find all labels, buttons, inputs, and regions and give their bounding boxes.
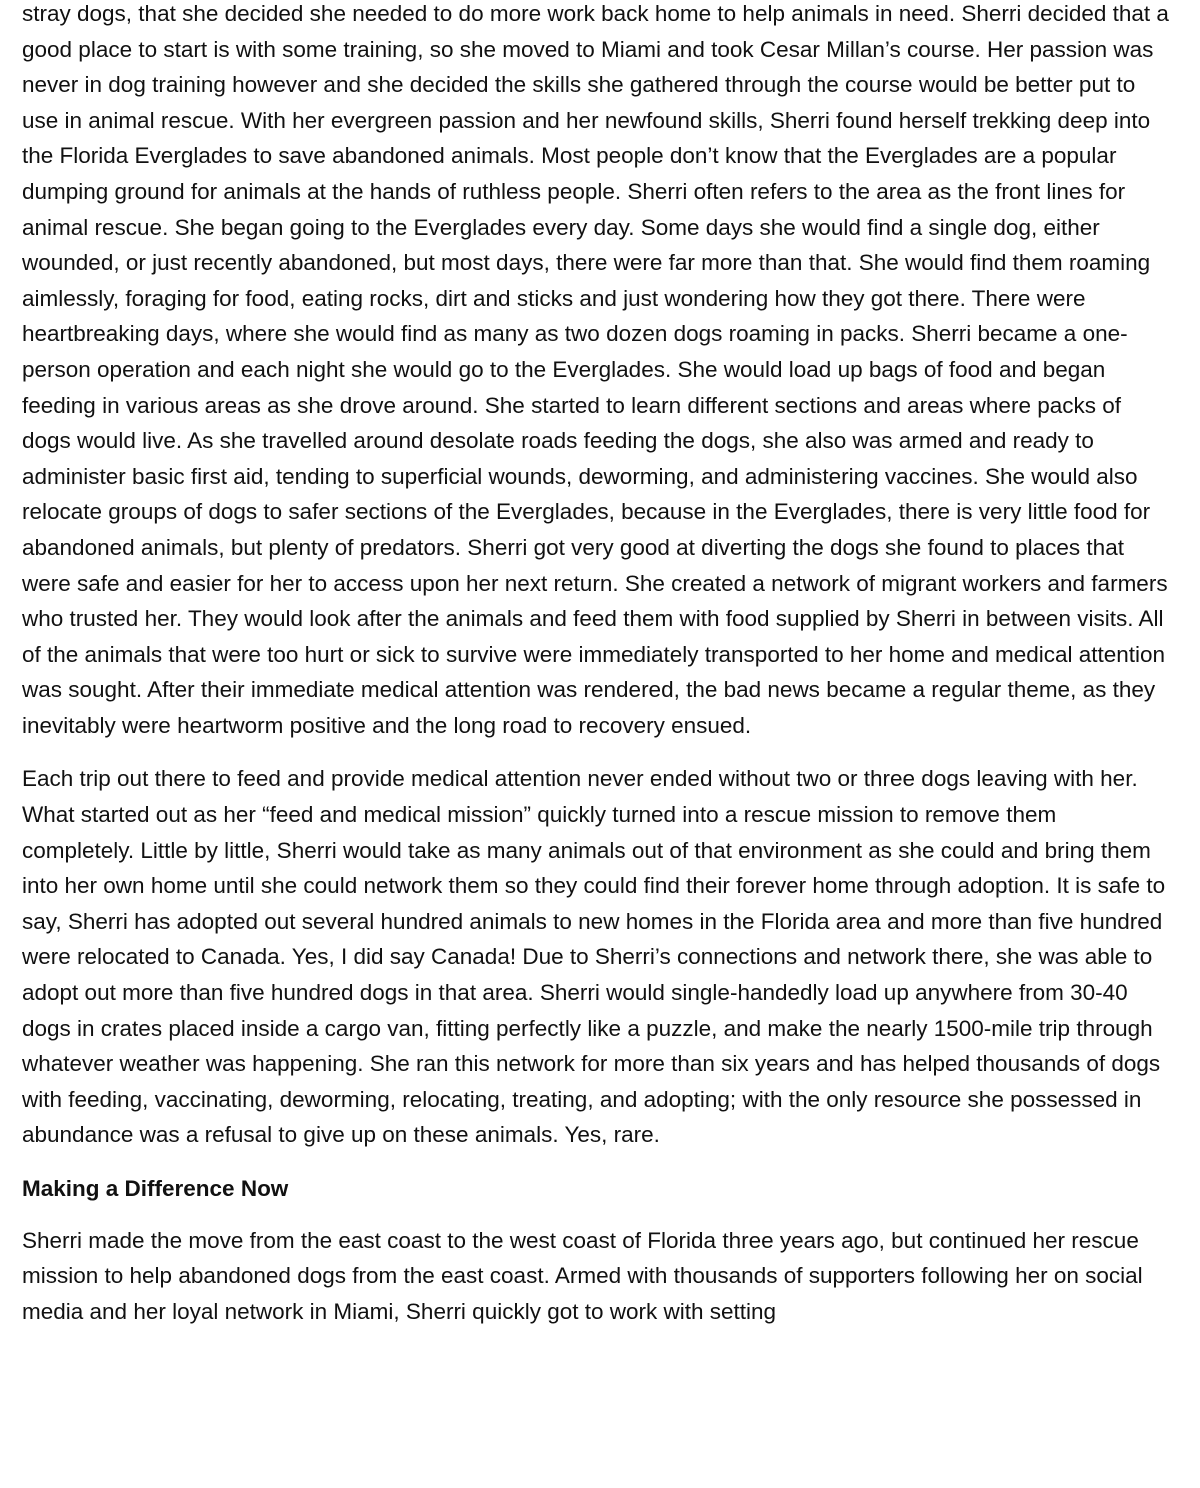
body-paragraph-west-coast: Sherri made the move from the east coast to the west coast of Florida three years ago, but continued her rescue mission to help abandoned dogs from the east coast. Armed with thousands of supporters following her on social media and her loyal network in Miami, Sherri quickly got to work with setting xyxy=(22,1227,1143,1324)
body-paragraph-everglades: stray dogs, that she decided she needed to do more work back home to help animals in need. Sherri decided that a good place to start is with some training, so she moved to Miami and took Cesar Millan’s course. Her passion was never in dog training however and she decided the skills she gathered through the course would be better put to use in animal rescue. With her evergreen passion and her newfound skills, Sherri found herself trekking deep into the Florida Everglades to save abandoned animals. Most people don’t know that the Everglades are a popular dumping ground for animals at the hands of ruthless people. Sherri often refers to the area as the front lines for animal rescue. She began going to the Everglades every day. Some days she would find a single dog, either wounded, or just recently abandoned, but most days, there were far more than that. She would find them roaming aimlessly, foraging for food, eating rocks, dirt and sticks and just wondering how they got there. There were heartbreaking days, where she would find as many as two dozen dogs roaming in packs. Sherri became a one-person operation and each night she would go to the Everglades. She would load up bags of food and began feeding in various areas as she drove around. She started to learn different sections and areas where packs of dogs would live. As she travelled around desolate roads feeding the dogs, she also was armed and ready to administer basic first aid, tending to superficial wounds, deworming, and administering vaccines. She would also relocate groups of dogs to safer sections of the Everglades, because in the Everglades, there is very little food for abandoned animals, but plenty of predators. Sherri got very good at diverting the dogs she found to places that were safe and easier for her to access upon her next return. She created a network of migrant workers and farmers who trusted her. They would look after the animals and feed them with food supplied by Sherri in between visits. All of the animals that were too hurt or sick to survive were immediately transported to her home and medical attention was sought. After their immediate medical attention was rendered, the bad news became a regular theme, as they inevitably were heartworm positive and the long road to recovery ensued. xyxy=(22,1,1169,738)
body-paragraph-relocation: Each trip out there to feed and provide medical attention never ended without two or three dogs leaving with her. What started out as her “feed and medical mission” quickly turned into a rescue mission to remove them completely. Little by little, Sherri would take as many animals out of that environment as she could and bring them into her own home until she could network them so they could find their forever home through adoption. It is safe to say, Sherri has adopted out several hundred animals to new homes in the Florida area and more than five hundred were relocated to Canada. Yes, I did say Canada! Due to Sherri’s connections and network there, she was able to adopt out more than five hundred dogs in that area. Sherri would single-handedly load up anywhere from 30-40 dogs in crates placed inside a cargo van, fitting perfectly like a puzzle, and make the nearly 1500-mile trip through whatever weather was happening. She ran this network for more than six years and has helped thousands of dogs with feeding, vaccinating, deworming, relocating, treating, and adopting; with the only resource she possessed in abundance was a refusal to give up on these animals. Yes, rare. xyxy=(22,766,1166,1148)
section-heading: Making a Difference Now xyxy=(22,1176,289,1201)
document-page xyxy=(22,0,1172,1347)
